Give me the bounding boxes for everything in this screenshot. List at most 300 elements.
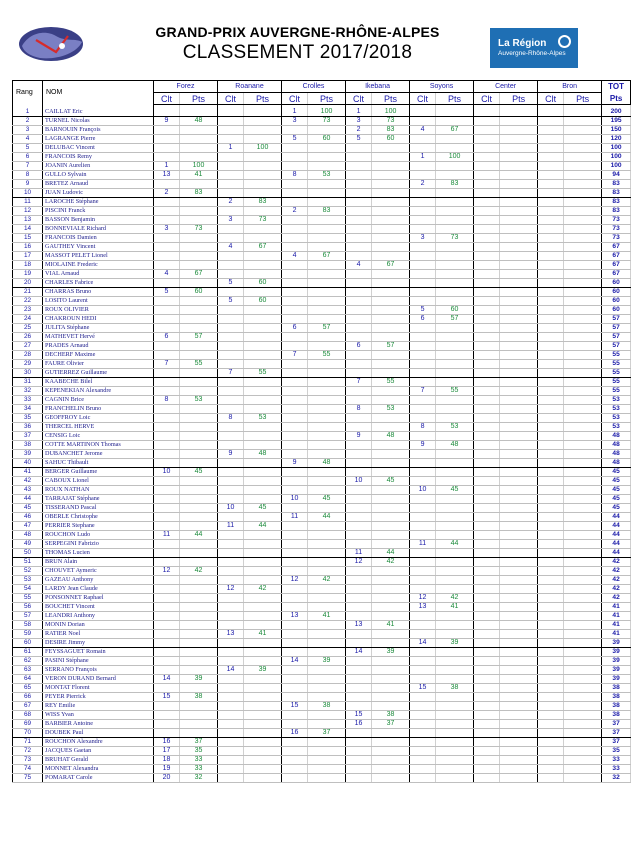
total-cell: 38 xyxy=(602,693,631,702)
pts-cell xyxy=(500,153,538,162)
pts-cell xyxy=(372,270,410,279)
pts-cell xyxy=(372,540,410,549)
clt-cell xyxy=(474,342,500,351)
pts-cell xyxy=(564,684,602,693)
name-cell: KEPENEKIAN Alexandre xyxy=(43,387,154,396)
clt-cell xyxy=(154,414,180,423)
pts-cell xyxy=(564,639,602,648)
pts-cell xyxy=(180,387,218,396)
pts-cell xyxy=(500,540,538,549)
clt-cell xyxy=(474,675,500,684)
pts-cell xyxy=(436,765,474,774)
pts-cell xyxy=(436,459,474,468)
rank-cell: 65 xyxy=(13,684,43,693)
clt-cell xyxy=(346,513,372,522)
pts-cell: 67 xyxy=(244,243,282,252)
table-row xyxy=(13,603,631,612)
pts-cell xyxy=(500,306,538,315)
rank-cell: 71 xyxy=(13,738,43,747)
rank-cell: 31 xyxy=(13,378,43,387)
pts-cell xyxy=(244,702,282,711)
name-cell: BASSON Benjamin xyxy=(43,216,154,225)
pts-cell xyxy=(308,585,346,594)
clt-cell: 16 xyxy=(282,729,308,738)
clt-cell xyxy=(218,738,244,747)
pts-cell xyxy=(436,270,474,279)
rank-cell: 10 xyxy=(13,189,43,198)
clt-cell xyxy=(282,720,308,729)
pts-cell xyxy=(500,666,538,675)
pts-cell xyxy=(308,369,346,378)
pts-cell xyxy=(436,171,474,180)
clt-cell xyxy=(410,117,436,126)
clt-cell xyxy=(282,477,308,486)
rank-cell: 9 xyxy=(13,180,43,189)
clt-cell xyxy=(410,693,436,702)
pts-cell xyxy=(308,747,346,756)
pts-cell xyxy=(372,603,410,612)
rank-cell: 67 xyxy=(13,702,43,711)
clt-cell xyxy=(474,522,500,531)
clt-cell xyxy=(154,648,180,657)
clt-cell xyxy=(474,162,500,171)
pts-cell xyxy=(244,531,282,540)
clt-cell xyxy=(282,756,308,765)
rank-cell: 13 xyxy=(13,216,43,225)
pts-cell xyxy=(244,468,282,477)
clt-cell xyxy=(282,639,308,648)
pts-cell xyxy=(436,198,474,207)
rank-cell: 51 xyxy=(13,558,43,567)
clt-cell xyxy=(410,162,436,171)
pts-cell xyxy=(244,774,282,783)
clt-cell xyxy=(282,405,308,414)
pts-cell xyxy=(308,387,346,396)
clt-cell xyxy=(282,504,308,513)
table-row xyxy=(13,495,631,504)
clt-cell xyxy=(410,450,436,459)
pts-cell xyxy=(180,486,218,495)
clt-cell xyxy=(538,306,564,315)
clt-cell: 16 xyxy=(346,720,372,729)
name-cell: BONNEVIALE Richard xyxy=(43,225,154,234)
clt-cell xyxy=(410,432,436,441)
pts-cell xyxy=(308,432,346,441)
pts-cell: 83 xyxy=(180,189,218,198)
clt-cell: 5 xyxy=(282,135,308,144)
rank-cell: 8 xyxy=(13,171,43,180)
clt-cell xyxy=(538,693,564,702)
clt-cell: 11 xyxy=(218,522,244,531)
pts-cell: 53 xyxy=(244,414,282,423)
pts-cell xyxy=(436,216,474,225)
clt-cell xyxy=(282,567,308,576)
total-cell: 60 xyxy=(602,306,631,315)
clt-subheader: Clt xyxy=(282,93,308,105)
pts-cell xyxy=(308,486,346,495)
table-row xyxy=(13,117,631,126)
clt-cell xyxy=(474,495,500,504)
total-cell: 45 xyxy=(602,477,631,486)
club-header-crolles: Crolles xyxy=(282,81,346,93)
clt-cell xyxy=(346,225,372,234)
pts-cell xyxy=(372,288,410,297)
clt-cell xyxy=(410,135,436,144)
table-row xyxy=(13,468,631,477)
rank-cell: 39 xyxy=(13,450,43,459)
clt-cell xyxy=(218,756,244,765)
pts-cell xyxy=(436,243,474,252)
pts-cell xyxy=(564,558,602,567)
clt-cell xyxy=(410,378,436,387)
pts-cell xyxy=(436,531,474,540)
total-cell: 41 xyxy=(602,621,631,630)
name-cell: DUBANCHET Jerome xyxy=(43,450,154,459)
total-cell: 83 xyxy=(602,180,631,189)
pts-cell xyxy=(500,522,538,531)
pts-cell xyxy=(436,567,474,576)
pts-cell xyxy=(180,612,218,621)
clt-cell xyxy=(154,729,180,738)
total-cell: 42 xyxy=(602,576,631,585)
table-body xyxy=(13,105,631,783)
pts-cell xyxy=(244,261,282,270)
clt-cell xyxy=(346,666,372,675)
pts-cell xyxy=(372,450,410,459)
pts-cell xyxy=(436,405,474,414)
rank-cell: 20 xyxy=(13,279,43,288)
clt-cell xyxy=(474,207,500,216)
pts-cell xyxy=(500,261,538,270)
pts-cell xyxy=(372,333,410,342)
clt-cell xyxy=(218,324,244,333)
clt-cell xyxy=(346,198,372,207)
pts-cell xyxy=(308,549,346,558)
pts-cell xyxy=(244,432,282,441)
pts-cell xyxy=(372,423,410,432)
total-cell: 67 xyxy=(602,261,631,270)
pts-cell xyxy=(244,711,282,720)
pts-cell xyxy=(500,477,538,486)
total-cell: 37 xyxy=(602,729,631,738)
pts-cell: 60 xyxy=(436,306,474,315)
clt-cell xyxy=(218,720,244,729)
pts-cell: 55 xyxy=(244,369,282,378)
name-cell: GAZEAU Anthony xyxy=(43,576,154,585)
pts-cell xyxy=(564,324,602,333)
clt-cell xyxy=(282,360,308,369)
clt-cell xyxy=(538,657,564,666)
total-cell: 67 xyxy=(602,252,631,261)
pts-cell xyxy=(500,693,538,702)
clt-cell xyxy=(410,756,436,765)
rank-cell: 36 xyxy=(13,423,43,432)
clt-cell xyxy=(538,387,564,396)
pts-cell: 83 xyxy=(372,126,410,135)
clt-cell xyxy=(410,576,436,585)
pts-cell xyxy=(564,495,602,504)
clt-subheader: Clt xyxy=(410,93,436,105)
clt-cell xyxy=(346,324,372,333)
clt-cell xyxy=(154,639,180,648)
pts-cell xyxy=(308,126,346,135)
clt-cell xyxy=(218,360,244,369)
pts-cell xyxy=(180,432,218,441)
clt-cell xyxy=(474,351,500,360)
pts-cell xyxy=(564,648,602,657)
clt-cell xyxy=(154,351,180,360)
clt-cell xyxy=(218,180,244,189)
total-cell: 53 xyxy=(602,414,631,423)
pts-cell xyxy=(564,504,602,513)
pts-cell xyxy=(564,774,602,783)
total-cell: 57 xyxy=(602,333,631,342)
clt-cell xyxy=(410,711,436,720)
pts-cell xyxy=(180,126,218,135)
clt-cell: 11 xyxy=(282,513,308,522)
clt-cell xyxy=(410,369,436,378)
pts-cell xyxy=(564,423,602,432)
pts-cell xyxy=(244,270,282,279)
pts-cell xyxy=(308,396,346,405)
pts-cell xyxy=(436,207,474,216)
name-column-header: NOM xyxy=(43,81,154,105)
rank-cell: 17 xyxy=(13,252,43,261)
clt-cell xyxy=(154,666,180,675)
pts-cell xyxy=(372,153,410,162)
pts-cell xyxy=(372,180,410,189)
clt-cell xyxy=(538,468,564,477)
pts-cell: 60 xyxy=(244,279,282,288)
pts-cell xyxy=(180,378,218,387)
table-row xyxy=(13,774,631,783)
clt-cell: 13 xyxy=(282,612,308,621)
pts-cell xyxy=(564,756,602,765)
name-cell: TISSERAND Pascal xyxy=(43,504,154,513)
pts-cell xyxy=(180,153,218,162)
clt-cell xyxy=(218,252,244,261)
clt-cell xyxy=(154,720,180,729)
clt-cell xyxy=(538,171,564,180)
pts-cell xyxy=(372,225,410,234)
name-cell: CHOUVET Aymeric xyxy=(43,567,154,576)
clt-cell xyxy=(538,540,564,549)
table-row xyxy=(13,423,631,432)
pts-cell xyxy=(244,459,282,468)
name-cell: BERGER Guillaume xyxy=(43,468,154,477)
pts-cell xyxy=(372,513,410,522)
pts-cell xyxy=(564,594,602,603)
total-cell: 44 xyxy=(602,549,631,558)
pts-cell xyxy=(372,414,410,423)
clt-cell xyxy=(154,612,180,621)
pts-cell xyxy=(180,495,218,504)
pts-cell xyxy=(564,657,602,666)
pts-cell xyxy=(500,324,538,333)
pts-cell xyxy=(564,738,602,747)
pts-cell xyxy=(436,162,474,171)
pts-cell xyxy=(500,432,538,441)
rank-cell: 7 xyxy=(13,162,43,171)
clt-cell xyxy=(154,657,180,666)
clt-cell xyxy=(154,540,180,549)
table-row xyxy=(13,126,631,135)
clt-cell xyxy=(154,585,180,594)
clt-cell xyxy=(346,459,372,468)
clt-cell xyxy=(346,441,372,450)
pts-cell xyxy=(372,315,410,324)
clt-cell xyxy=(538,333,564,342)
pts-cell xyxy=(436,378,474,387)
clt-cell xyxy=(410,522,436,531)
clt-cell xyxy=(218,234,244,243)
pts-cell xyxy=(436,720,474,729)
pts-cell xyxy=(436,729,474,738)
clt-cell xyxy=(474,288,500,297)
clt-cell xyxy=(474,105,500,117)
name-cell: FRANCHELIN Bruno xyxy=(43,405,154,414)
pts-cell xyxy=(500,459,538,468)
name-cell: VIAL Arnaud xyxy=(43,270,154,279)
pts-cell xyxy=(564,333,602,342)
pts-cell xyxy=(372,351,410,360)
pts-cell xyxy=(500,630,538,639)
rank-cell: 15 xyxy=(13,234,43,243)
region-logo-mark-icon xyxy=(558,35,571,48)
clt-cell xyxy=(282,585,308,594)
table-row xyxy=(13,747,631,756)
pts-cell xyxy=(180,315,218,324)
pts-cell xyxy=(564,513,602,522)
pts-cell xyxy=(372,738,410,747)
total-cell: 48 xyxy=(602,441,631,450)
clt-cell xyxy=(410,216,436,225)
clt-cell xyxy=(218,621,244,630)
clt-cell xyxy=(346,450,372,459)
rank-cell: 12 xyxy=(13,207,43,216)
clt-cell: 12 xyxy=(218,585,244,594)
pts-cell xyxy=(308,648,346,657)
pts-cell xyxy=(500,675,538,684)
pts-cell xyxy=(500,765,538,774)
rank-cell: 37 xyxy=(13,432,43,441)
clt-cell xyxy=(154,459,180,468)
pts-cell xyxy=(500,711,538,720)
total-cell: 57 xyxy=(602,342,631,351)
clt-cell: 17 xyxy=(154,747,180,756)
total-cell: 35 xyxy=(602,747,631,756)
pts-cell xyxy=(180,297,218,306)
pts-cell xyxy=(372,162,410,171)
clt-cell xyxy=(346,279,372,288)
table-row xyxy=(13,405,631,414)
pts-cell xyxy=(500,594,538,603)
clt-cell xyxy=(154,234,180,243)
pts-cell xyxy=(180,513,218,522)
pts-cell xyxy=(372,198,410,207)
clt-cell: 1 xyxy=(154,162,180,171)
table-row xyxy=(13,171,631,180)
rank-cell: 19 xyxy=(13,270,43,279)
total-cell: 48 xyxy=(602,450,631,459)
pts-cell xyxy=(564,306,602,315)
pts-cell: 57 xyxy=(180,333,218,342)
total-cell: 42 xyxy=(602,567,631,576)
clt-cell: 8 xyxy=(154,396,180,405)
clt-cell xyxy=(154,594,180,603)
pts-cell xyxy=(308,216,346,225)
clt-cell xyxy=(474,531,500,540)
pts-cell: 35 xyxy=(180,747,218,756)
pts-cell xyxy=(372,144,410,153)
pts-cell xyxy=(564,720,602,729)
pts-cell xyxy=(436,756,474,765)
total-cell: 195 xyxy=(602,117,631,126)
total-cell: 55 xyxy=(602,387,631,396)
pts-cell xyxy=(180,369,218,378)
pts-cell xyxy=(180,585,218,594)
pts-cell xyxy=(244,720,282,729)
pts-cell xyxy=(244,495,282,504)
name-cell: SAHUC Thibault xyxy=(43,459,154,468)
clt-cell xyxy=(538,585,564,594)
table-row xyxy=(13,369,631,378)
clt-cell xyxy=(410,252,436,261)
clt-cell xyxy=(346,747,372,756)
pts-cell xyxy=(500,369,538,378)
rank-cell: 55 xyxy=(13,594,43,603)
table-row xyxy=(13,558,631,567)
pts-cell xyxy=(244,477,282,486)
clt-cell xyxy=(346,594,372,603)
name-cell: FAURE Olivier xyxy=(43,360,154,369)
clt-cell xyxy=(154,576,180,585)
pts-cell xyxy=(500,684,538,693)
pts-cell xyxy=(180,450,218,459)
rank-cell: 25 xyxy=(13,324,43,333)
clt-cell xyxy=(218,477,244,486)
pts-cell xyxy=(500,639,538,648)
pts-cell xyxy=(564,252,602,261)
clt-cell xyxy=(474,639,500,648)
pts-cell xyxy=(308,675,346,684)
rank-cell: 49 xyxy=(13,540,43,549)
clt-cell xyxy=(474,702,500,711)
clt-cell xyxy=(474,630,500,639)
pts-cell xyxy=(500,585,538,594)
pts-cell xyxy=(372,171,410,180)
rank-cell: 26 xyxy=(13,333,43,342)
rank-cell: 33 xyxy=(13,396,43,405)
clt-cell xyxy=(218,396,244,405)
clt-cell xyxy=(538,522,564,531)
pts-subheader: Pts xyxy=(308,93,346,105)
clt-cell xyxy=(410,225,436,234)
rank-cell: 5 xyxy=(13,144,43,153)
pts-cell xyxy=(564,612,602,621)
clt-cell xyxy=(474,306,500,315)
clt-cell xyxy=(538,261,564,270)
pts-cell: 37 xyxy=(372,720,410,729)
clt-cell xyxy=(282,396,308,405)
table-row xyxy=(13,351,631,360)
total-cell: 41 xyxy=(602,630,631,639)
pts-cell xyxy=(500,657,538,666)
pts-cell xyxy=(436,432,474,441)
pts-cell xyxy=(308,162,346,171)
region-logo xyxy=(490,28,578,68)
pts-subheader: Pts xyxy=(372,93,410,105)
